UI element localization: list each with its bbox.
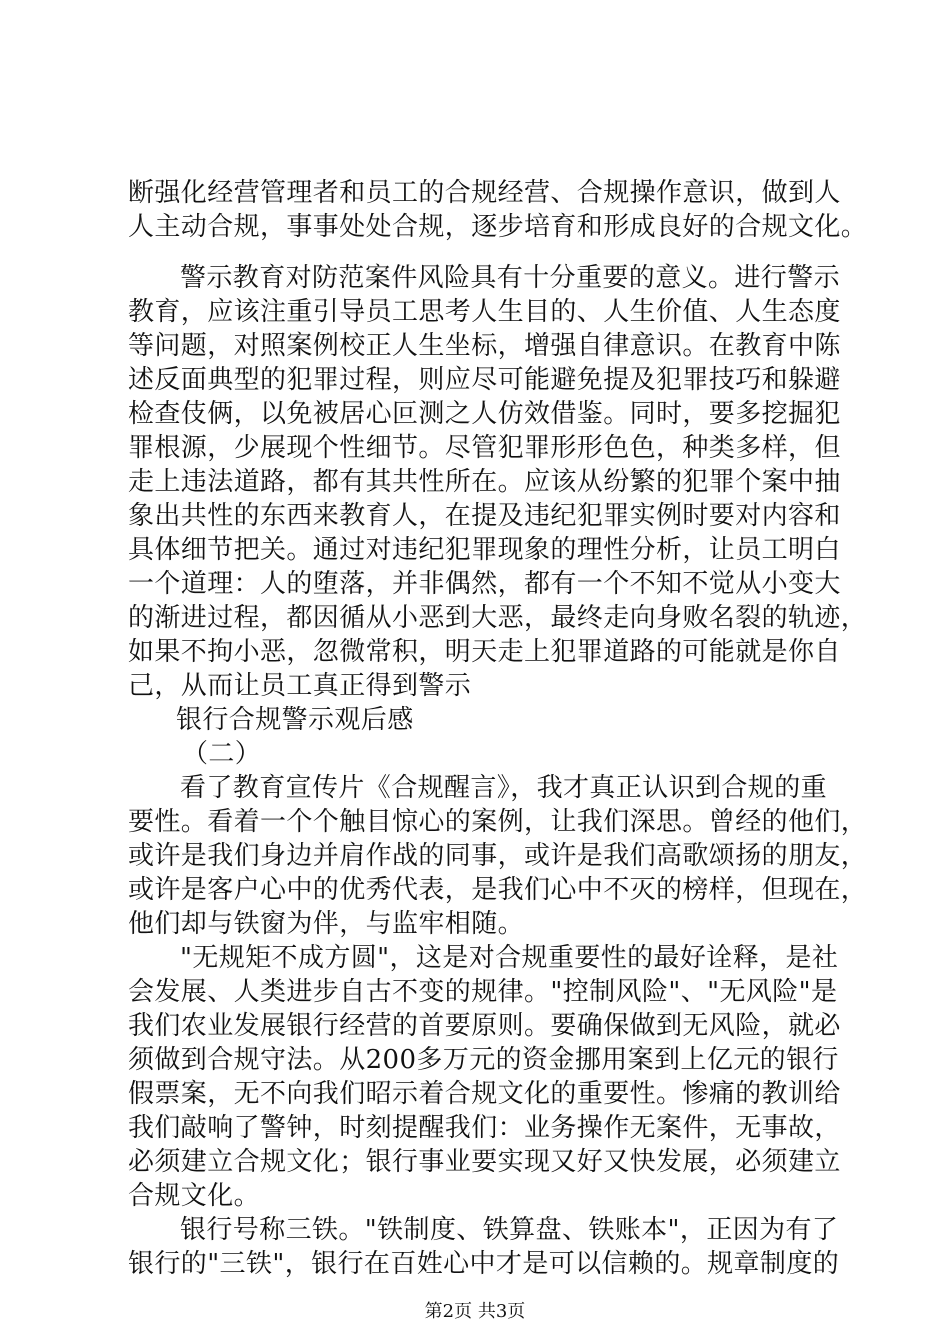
- text-line: 会发展、人类进步自古不变的规律。"控制风险"、"无风险"是: [128, 977, 838, 1007]
- text-line: 要性。看着一个个触目惊心的案例，让我们深思。曾经的他们，: [128, 807, 868, 837]
- text-line: 如果不拘小恶，忽微常积，明天走上犯罪道路的可能就是你自: [128, 637, 841, 667]
- paragraph-start-line: 看了教育宣传片《合规醒言》，我才真正认识到合规的重: [180, 773, 828, 803]
- text-line: 检查伎俩，以免被居心叵测之人仿效借鉴。同时，要多挖掘犯: [128, 399, 841, 429]
- text-line: 我们农业发展银行经营的首要原则。要确保做到无风险，就必: [128, 1011, 841, 1041]
- text-line: 己，从而让员工真正得到警示: [128, 671, 472, 701]
- text-line: 他们却与铁窗为伴，与监牢相随。: [128, 909, 525, 939]
- page-indicator: 第2页 共3页: [424, 1301, 526, 1322]
- paragraph-start-line: 警示教育对防范案件风险具有十分重要的意义。进行警示: [180, 263, 841, 293]
- text-line: 或许是我们身边并肩作战的同事，或许是我们高歌颂扬的朋友，: [128, 841, 868, 871]
- text-line: 或许是客户心中的优秀代表，是我们心中不灭的榜样，但现在，: [128, 875, 868, 905]
- text-line: 一个道理：人的堕落，并非偶然，都有一个不知不觉从小变大: [128, 569, 841, 599]
- section-number: （二）: [182, 739, 262, 769]
- text-line: 银行的"三铁"，银行在百姓心中才是可以信赖的。规章制度的: [128, 1249, 840, 1279]
- text-line: 断强化经营管理者和员工的合规经营、合规操作意识，做到人: [128, 178, 841, 208]
- text-line: 须做到合规守法。从200多万元的资金挪用案到上亿元的银行: [128, 1045, 839, 1075]
- paragraph-start-line: 银行号称三铁。"铁制度、铁算盘、铁账本"，正因为有了: [180, 1215, 839, 1245]
- text-line: 的渐进过程，都因循从小恶到大恶，最终走向身败名裂的轨迹，: [128, 603, 868, 633]
- section-title: 银行合规警示观后感: [176, 705, 414, 735]
- text-line: 象出共性的东西来教育人，在提及违纪犯罪实例时要对内容和: [128, 501, 841, 531]
- text-line: 假票案，无不向我们昭示着合规文化的重要性。惨痛的教训给: [128, 1079, 841, 1109]
- text-line: 走上违法道路，都有其共性所在。应该从纷繁的犯罪个案中抽: [128, 467, 841, 497]
- text-line: 教育，应该注重引导员工思考人生目的、人生价值、人生态度: [128, 297, 841, 327]
- text-line: 述反面典型的犯罪过程，则应尽可能避免提及犯罪技巧和躲避: [128, 365, 841, 395]
- text-line: 具体细节把关。通过对违纪犯罪现象的理性分析，让员工明白: [128, 535, 841, 565]
- text-line: 必须建立合规文化；银行事业要实现又好又快发展，必须建立: [128, 1147, 841, 1177]
- text-line: 人主动合规，事事处处合规，逐步培育和形成良好的合规文化。: [128, 212, 868, 242]
- text-line: 合规文化。: [128, 1181, 261, 1211]
- paragraph-start-line: "无规矩不成方圆"，这是对合规重要性的最好诠释，是社: [180, 943, 839, 973]
- text-line: 等问题，对照案例校正人生坐标，增强自律意识。在教育中陈: [128, 331, 841, 361]
- text-line: 罪根源，少展现个性细节。尽管犯罪形形色色，种类多样，但: [128, 433, 841, 463]
- text-line: 我们敲响了警钟，时刻提醒我们：业务操作无案件，无事故，: [128, 1113, 841, 1143]
